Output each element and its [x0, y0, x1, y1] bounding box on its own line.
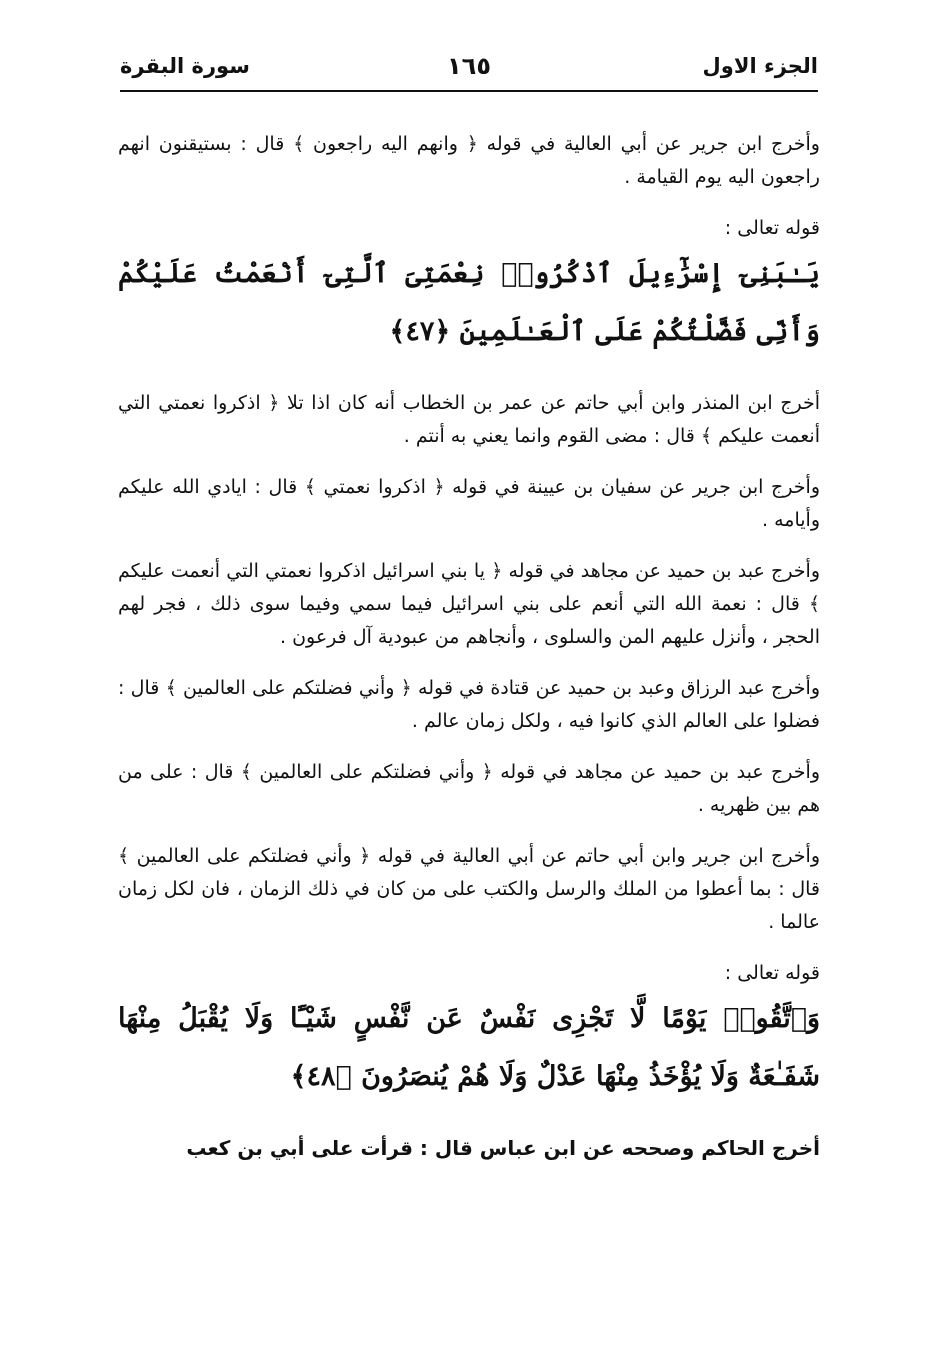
paragraph: وأخرج عبد بن حميد عن مجاهد في قوله ﴿ وأني فضلتكم على العالمين ﴾ قال : على من هم بين ظهريه .: [118, 761, 820, 816]
verse-text: يَـٰبَنِىٓ إِسْرَٰٓءِيلَ ٱذْكُرُوا۟ نِعْمَتِىَ ٱلَّتِىٓ أَنْعَمْتُ عَلَيْكُمْ وَأَنِّى فَضَّلْتُكُمْ عَلَى ٱلْعَـٰلَمِينَ ﴿٤٧﴾: [118, 258, 820, 347]
quran-verse: [118, 212, 820, 361]
surah-title: سورة البقرة: [120, 54, 250, 78]
paragraph: وأخرج ابن جرير وابن أبي حاتم عن أبي العالية في قوله ﴿ وأني فضلتكم على العالمين ﴾ قال : بما أعطوا من الملك والرسل والكتب على من كان في ذلك الزمان ، فان لكل زمان عالما .: [118, 845, 820, 933]
paragraph: وأخرج ابن جرير عن سفيان بن عيينة في قوله ﴿ اذكروا نعمتي ﴾ قال : ايادي الله عليكم وأيامه .: [118, 476, 820, 531]
paragraph: وأخرج ابن جرير عن أبي العالية في قوله ﴿ وانهم اليه راجعون ﴾ قال : بستيقنون انهم راجعون اليه يوم القيامة .: [118, 133, 820, 188]
quran-verse: [118, 957, 820, 1106]
paragraph: وأخرج عبد بن حميد عن مجاهد في قوله ﴿ يا بني اسرائيل اذكروا نعمتي التي أنعمت عليكم ﴾ قال : نعمة الله التي أنعم على بني اسرائيل فيما سمي وفيما سوى ذلك ، فجر لهم الحجر ، وأنزل عليهم المن والسلوى ، وأنجاهم من عبودية آل فرعون .: [118, 560, 820, 648]
page-body: [118, 128, 820, 1183]
verse-label: قوله تعالى :: [724, 962, 820, 984]
paragraph-continued: أخرج الحاكم وصححه عن ابن عباس قال : قرأت على أبي بن كعب: [186, 1136, 820, 1160]
paragraph: وأخرج عبد الرزاق وعبد بن حميد عن قتادة في قوله ﴿ وأني فضلتكم على العالمين ﴾ قال : فضلوا على العالم الذي كانوا فيه ، ولكل زمان عالم .: [118, 677, 820, 732]
page-number: ١٦٥: [447, 52, 491, 80]
verse-text: وَٱتَّقُوا۟ يَوْمًا لَّا تَجْزِى نَفْسٌ عَن نَّفْسٍ شَيْـًٔا وَلَا يُقْبَلُ مِنْهَا شَفَـٰعَةٌ وَلَا يُؤْخَذُ مِنْهَا عَدْلٌ وَلَا هُمْ يُنصَرُونَ ﴿٤٨﴾: [118, 1003, 820, 1092]
part-title: الجزء الاول: [702, 54, 818, 78]
paragraph: أخرج ابن المنذر وابن أبي حاتم عن عمر بن الخطاب أنه كان اذا تلا ﴿ اذكروا نعمتي التي أنعمت عليكم ﴾ قال : مضى القوم وانما يعني به أنتم .: [118, 392, 820, 447]
page-header: [120, 46, 818, 92]
verse-label: قوله تعالى :: [724, 217, 820, 239]
